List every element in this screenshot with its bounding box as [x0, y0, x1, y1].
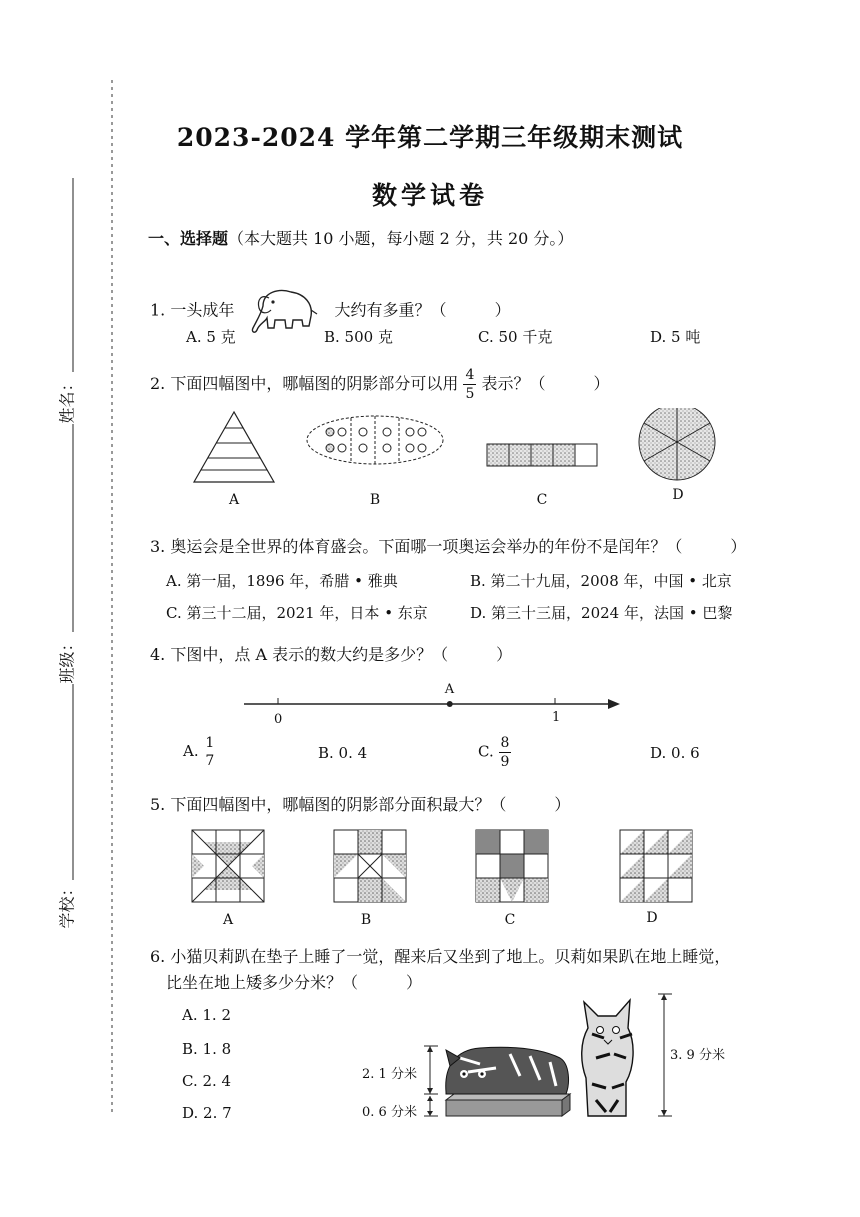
dimension-lying-height: 2. 1 分米 — [362, 1067, 417, 1082]
q1-close: ） — [494, 300, 511, 320]
section-heading — [148, 228, 573, 250]
q4-option-c-prefix: C. — [478, 742, 494, 761]
q4-option-b: B. 0. 4 — [318, 744, 368, 762]
question-5 — [150, 794, 570, 816]
q2-close: ） — [593, 374, 610, 393]
figure-b-ellipse — [307, 416, 443, 464]
figure-d-grid — [620, 830, 692, 902]
figure-a-triangle — [194, 412, 274, 482]
q2-suffix: 表示？（ — [481, 374, 546, 393]
q2-fraction — [463, 366, 476, 403]
q4-option-c-num: 8 — [500, 735, 510, 751]
q1-option-b: B. 500 克 — [324, 328, 393, 346]
q2-label-c: C — [536, 492, 548, 508]
q1-suffix: 大约有多重？（ — [334, 300, 447, 320]
q6-line2-text: 比坐在地上矮多少分米？（ — [166, 973, 359, 992]
name-label: 姓名： — [57, 375, 77, 424]
number-line — [240, 694, 630, 714]
tick-1-label: 1 — [552, 710, 561, 725]
q6-close: ） — [406, 973, 423, 992]
q6-option-d: D. 2. 7 — [182, 1104, 232, 1122]
question-2 — [150, 366, 610, 403]
exam-title: 2023-2024 学年第二学期三年级期末测试 — [176, 123, 684, 152]
q2-figures — [180, 408, 720, 490]
mat-shape — [446, 1094, 570, 1116]
exam-subtitle: 数学试卷 — [371, 181, 488, 210]
school-label: 学校： — [57, 880, 77, 929]
q6-option-b: B. 1. 8 — [182, 1040, 232, 1058]
question-6-line1: 6. 小猫贝莉趴在垫子上睡了一觉，醒来后又坐到了地上。贝莉如果趴在地上睡觉， — [150, 947, 731, 966]
question-4 — [150, 644, 512, 666]
q3-close: ） — [730, 537, 747, 556]
q3-text: 3. 奥运会是全世界的体育盛会。下面哪一项奥运会举办的年份不是闰年？（ — [150, 537, 683, 556]
q2-label-d: D — [672, 487, 684, 503]
q4-text: 4. 下图中，点 A 表示的数大约是多少？（ — [150, 645, 449, 664]
question-6-line2 — [166, 972, 422, 994]
point-a-label: A — [444, 682, 455, 697]
q5-figures — [190, 828, 700, 908]
q1-prefix: 1. 一头成年 — [150, 300, 235, 320]
q5-close: ） — [554, 795, 571, 814]
q5-text: 5. 下面四幅图中，哪幅图的阴影部分面积最大？（ — [150, 795, 507, 814]
q3-option-c: C. 第三十二届，2021 年，日本 • 东京 — [166, 604, 428, 622]
figure-a-grid — [192, 830, 264, 902]
point-a-marker — [447, 701, 453, 707]
q4-option-c-den: 9 — [500, 754, 510, 770]
q1-option-a: A. 5 克 — [186, 328, 236, 346]
q3-option-b: B. 第二十九届，2008 年，中国 • 北京 — [470, 572, 732, 590]
q6-option-a: A. 1. 2 — [182, 1006, 231, 1024]
q5-label-a: A — [222, 912, 234, 928]
class-label: 班级： — [57, 635, 77, 684]
q3-option-d: D. 第三十三届，2024 年，法国 • 巴黎 — [470, 604, 733, 622]
figure-c-grid — [476, 830, 548, 902]
question-3 — [150, 536, 746, 558]
q2-prefix: 2. 下面四幅图中，哪幅图的阴影部分可以用 — [150, 374, 459, 393]
q2-label-a: A — [228, 492, 240, 508]
q4-close: ） — [496, 645, 513, 664]
q5-label-b: B — [360, 912, 372, 928]
q1-option-c: C. 50 千克 — [478, 328, 553, 346]
dimension-mat-height: 0. 6 分米 — [362, 1105, 417, 1120]
section-note: （本大题共 10 小题，每小题 2 分，共 20 分。） — [228, 229, 574, 248]
tick-0-label: 0 — [274, 712, 283, 727]
figure-d-circle — [639, 408, 715, 480]
q5-label-c: C — [504, 912, 516, 928]
q4-option-c-fraction — [499, 734, 512, 771]
q4-option-a-fraction — [203, 734, 216, 770]
q2-frac-den: 5 — [465, 386, 475, 402]
q3-option-a: A. 第一届，1896 年，希腊 • 雅典 — [166, 572, 398, 590]
sitting-cat-icon — [582, 1000, 633, 1116]
q6-option-c: C. 2. 4 — [182, 1072, 232, 1090]
dimension-sitting-height: 3. 9 分米 — [670, 1048, 725, 1063]
figure-b-grid — [334, 830, 406, 902]
q5-label-d: D — [646, 910, 658, 926]
q4-option-c — [478, 734, 511, 771]
q2-frac-num: 4 — [465, 367, 475, 383]
q4-option-d: D. 0. 6 — [650, 744, 700, 762]
cat-illustration — [420, 988, 710, 1128]
q4-option-a — [183, 734, 216, 770]
q4-option-a-prefix: A. — [183, 742, 199, 760]
arrow-right-icon — [608, 699, 620, 709]
q4-option-a-num: 1 — [205, 735, 215, 751]
q4-option-a-den: 7 — [205, 753, 215, 769]
q2-label-b: B — [369, 492, 381, 508]
elephant-icon — [245, 284, 319, 338]
figure-c-strip — [487, 444, 597, 466]
lying-cat-icon — [446, 1047, 569, 1094]
q1-option-d: D. 5 吨 — [650, 328, 701, 346]
section-title: 一、选择题 — [148, 229, 229, 248]
